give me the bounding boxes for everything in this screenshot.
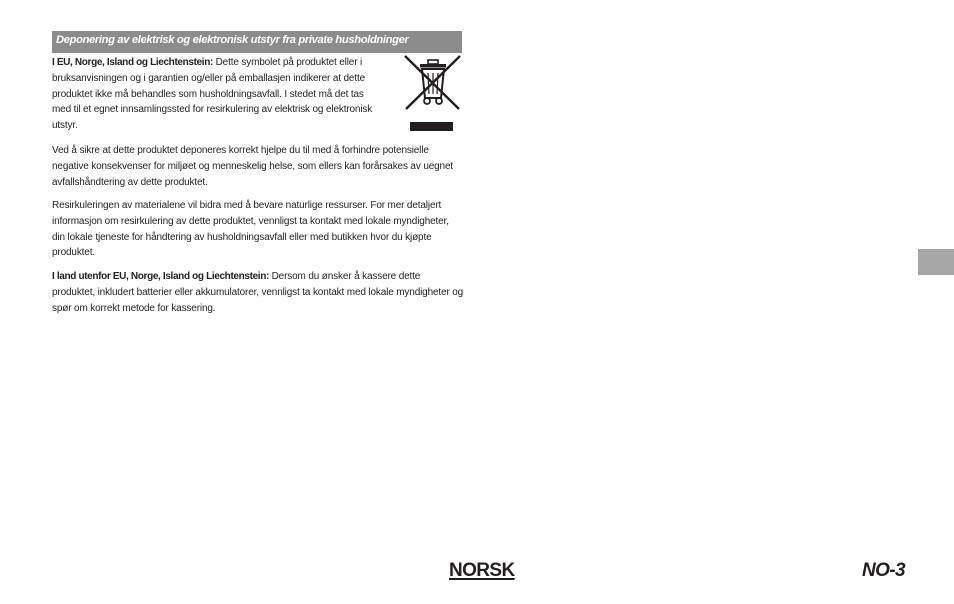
- footer-language: NORSK: [449, 560, 515, 581]
- paragraph-recycling: [52, 198, 464, 261]
- paragraph-eu-lead: I EU, Norge, Island og Liechtenstein:: [52, 57, 213, 68]
- paragraph-recycling-text: Resirkuleringen av materialene vil bidra med å bevare naturlige ressurser. For mer detaljert informasjon om resirkulering av dette produktet, vennligst ta kontakt med lokale myndigheter, din lokale tjeneste for håndtering av husholdningsavfall eller med butikken hvor du kjøpte produktet.: [52, 200, 449, 259]
- paragraph-outside-eu-lead: I land utenfor EU, Norge, Island og Liechtenstein:: [52, 271, 269, 282]
- crossed-out-wheeled-bin-icon: [402, 55, 464, 133]
- section-header: [52, 31, 462, 53]
- paragraph-eu-text: Dette symbolet på produktet eller i bruksanvisningen og i garantien og/eller på emballasjen indikerer at dette produktet ikke må behandles som husholdningsavfall. I stedet må det tas med til et egnet innsamlingssted for resirkulering av elektrisk og elektronisk utstyr.: [52, 57, 373, 132]
- paragraph-disposal-text: Ved å sikre at dette produktet deponeres korrekt hjelpe du til med å forhindre potensielle negative konsekvenser for miljøet og menneskelig helse, som ellers kan forårsakes av uegnet avfallshåndtering av dette produktet.: [52, 145, 454, 188]
- paragraph-eu: [52, 55, 382, 134]
- paragraph-outside-eu-text: Dersom du ønsker å kassere dette produktet, inkludert batterier eller akkumulatorer, vennligst ta kontakt med lokale myndigheter og spør om korrekt metode for kassering.: [52, 271, 464, 314]
- section-title: Deponering av elektrisk og elektronisk utstyr fra private husholdninger: [56, 34, 409, 46]
- footer-page-number: NO-3: [862, 560, 905, 581]
- paragraph-disposal: [52, 143, 464, 190]
- paragraph-outside-eu: [52, 269, 464, 316]
- side-thumb-tab: [918, 249, 954, 275]
